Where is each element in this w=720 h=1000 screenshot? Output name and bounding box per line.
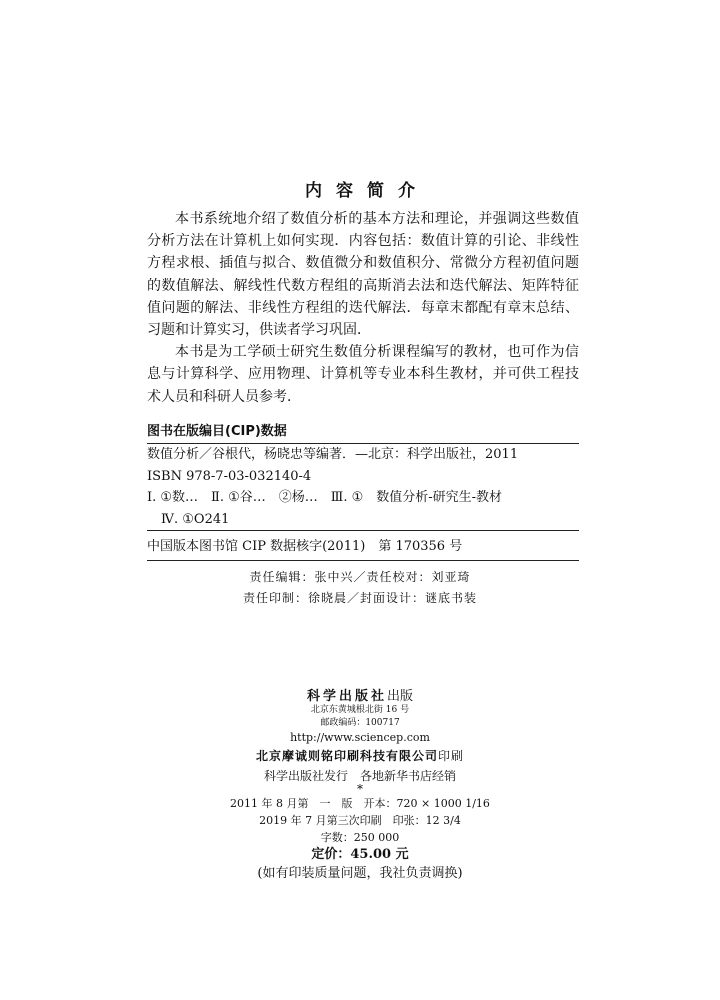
distribution: 科学出版社发行 各地新华书店经销 [263,769,456,783]
credits [0,567,720,609]
credits-editors: 责任编辑：张中兴／责任校对：刘亚琦 [249,570,471,584]
credits-production: 责任印制：徐晓晨／封面设计：谜底书装 [242,591,477,605]
publisher-address: 北京东黄城根北街 16 号 [310,705,410,715]
printer-name: 北京摩诚则铭印刷科技有限公司 [255,749,438,763]
publisher-name: 科学出版社 [306,689,387,704]
cip-line: Ⅰ. ①数… Ⅱ. ①谷… ②杨… Ⅲ. ① 数值分析-研究生-教材 [147,490,503,505]
cip-record [147,444,579,530]
cip-line: ISBN 978-7-03-032140-4 [147,468,312,484]
summary-title: 内容简介 [305,181,429,201]
publisher-name-suffix: 出版 [387,689,414,704]
publisher-postcode: 邮政编码：100717 [320,718,400,728]
word-count: 字数：250 000 [320,831,400,844]
quality-notice: (如有印装质量问题，我社负责调换) [257,866,463,881]
printing-line: 2019 年 7 月第三次印刷 印张：12 3/4 [259,814,461,827]
summary-paragraph: 本书系统地介绍了数值分析的基本方法和理论，并强调这些数值分析方法在计算机上如何实现．内容包括：数值计算的引论、非线性方程求根、插值与拟合、数值微分和数值积分、常微分方程初值问题的数值解法、解线性代数方程组的高斯消去法和迭代解法、矩阵特征值问题的解法、非线性方程组的迭代解法．每章末都配有章末总结、习题和计算实习，供读者学习巩固． [147,211,579,339]
cip-heading: 图书在版编目(CIP)数据 [147,420,579,444]
printer-suffix: 印刷 [438,749,465,763]
edition-line: 2011 年 8 月第 一 版 开本：720 × 1000 1/16 [230,797,490,810]
summary-paragraph: 本书是为工学硕士研究生数值分析课程编写的教材，也可作为信息与计算科学、应用物理、计算机等专业本科生教材，并可供工程技术人员和科研人员参考． [147,344,579,405]
price: 定价：45.00 元 [311,847,409,862]
cip-number: 中国版本图书馆 CIP 数据核字(2011) 第 170356 号 [147,530,579,561]
cip-line: 数值分析／谷根代，杨晓忠等编著．—北京：科学出版社，2011 [147,447,519,462]
cip-line: Ⅳ. ①O241 [161,511,230,527]
summary-text [147,208,579,408]
publisher-url: http://www.sciencep.com [290,731,430,744]
publisher-info [0,690,720,883]
separator: * [357,782,363,796]
